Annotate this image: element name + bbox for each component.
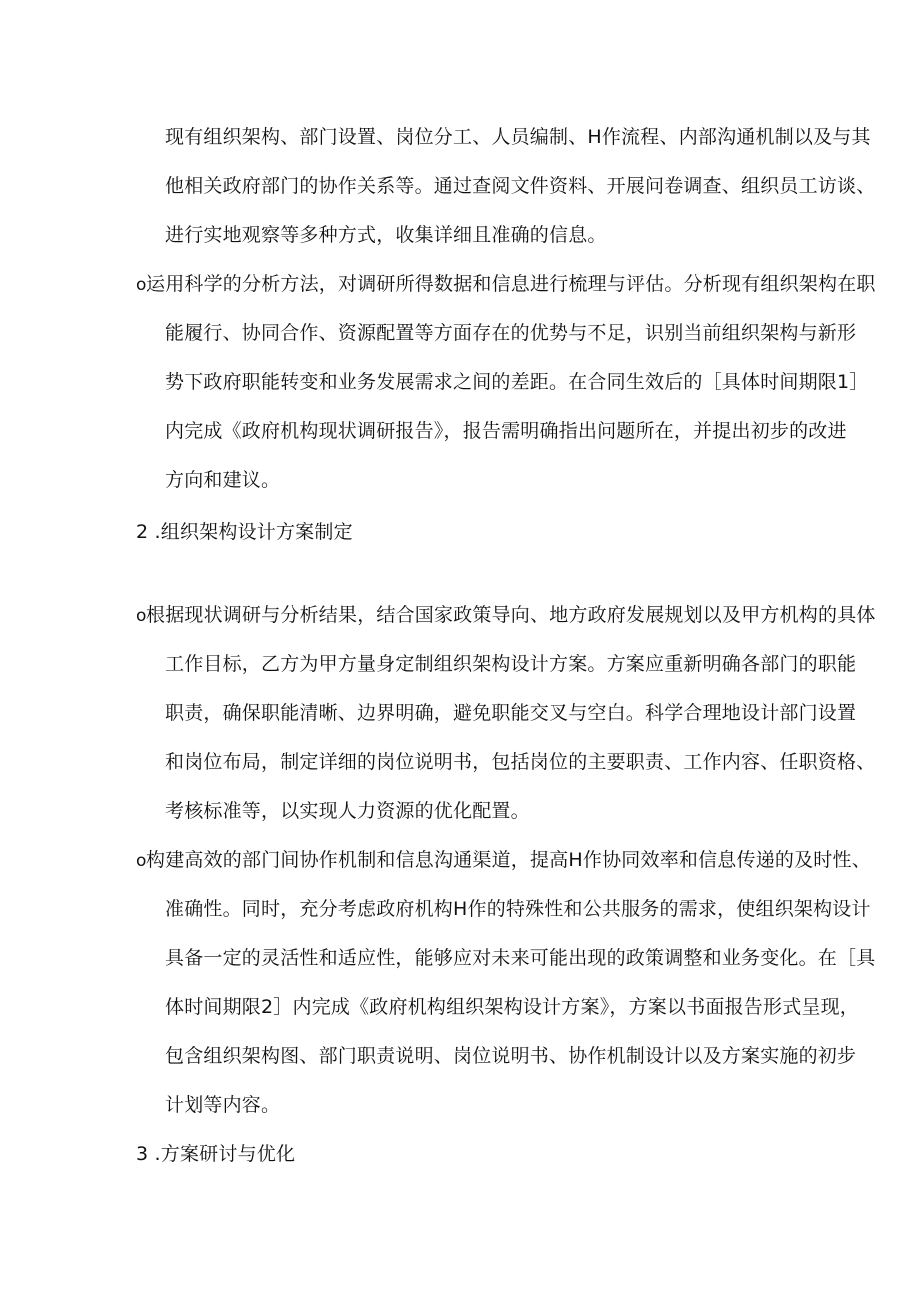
paragraph-line: 他相关政府部门的协作关系等。通过查阅文件资料、开展问卷调查、组织员工访谈、 — [165, 175, 876, 197]
bullet-item-first-line — [136, 603, 876, 628]
paragraph-line: 方向和建议。 — [165, 469, 281, 491]
paragraph-line: 工作目标，乙方为甲方量身定制组织架构设计方案。方案应重新明确各部门的职能 — [165, 653, 857, 675]
bullet-marker: o — [136, 275, 147, 295]
paragraph-line: 能履行、协同合作、资源配置等方面存在的优势与不足，识别当前组织架构与新形 — [165, 322, 857, 344]
section-heading: 2 .组织架构设计方案制定 — [136, 521, 353, 543]
bullet-item-first-line — [136, 272, 876, 297]
paragraph-line: 职责，确保职能清晰、边界明确，避免职能交叉与空白。科学合理地设计部门设置 — [165, 702, 857, 724]
paragraph-line: 具备一定的灵活性和适应性，能够应对未来可能出现的政策调整和业务变化。在［具 — [165, 947, 876, 969]
paragraph-line: 考核标准等，以实现人力资源的优化配置。 — [165, 800, 530, 822]
paragraph-line: 体时间期限2］内完成《政府机构组织架构设计方案》，方案以书面报告形式呈现， — [165, 996, 859, 1018]
paragraph-line: 进行实地观察等多种方式，收集详细且准确的信息。 — [165, 224, 607, 246]
bullet-item-first-line — [136, 848, 871, 873]
paragraph-line: 势下政府职能转变和业务发展需求之间的差距。在合同生效后的［具体时间期限1］ — [165, 371, 869, 393]
paragraph-line: 计划等内容。 — [165, 1094, 281, 1116]
bullet-text: 运用科学的分析方法，对调研所得数据和信息进行梳理与评估。分析现有组织架构在职 — [146, 273, 876, 295]
section-heading: 3 .方案研讨与优化 — [136, 1143, 296, 1165]
bullet-marker: o — [136, 606, 147, 626]
bullet-marker: o — [136, 851, 147, 871]
paragraph-line: 内完成《政府机构现状调研报告》，报告需明确指出问题所在，并提出初步的改进 — [165, 420, 847, 442]
bullet-text: 构建高效的部门间协作机制和信息沟通渠道，提高H作协同效率和信息传递的及时性、 — [146, 849, 871, 871]
paragraph-line: 现有组织架构、部门设置、岗位分工、人员编制、H作流程、内部沟通机制以及与其 — [165, 126, 871, 148]
paragraph-line: 和岗位布局，制定详细的岗位说明书，包括岗位的主要职责、工作内容、任职资格、 — [165, 751, 876, 773]
paragraph-line: 包含组织架构图、部门职责说明、岗位说明书、协作机制设计以及方案实施的初步 — [165, 1045, 857, 1067]
paragraph-line: 准确性。同时，充分考虑政府机构H作的特殊性和公共服务的需求，使组织架构设计 — [165, 898, 871, 920]
bullet-text: 根据现状调研与分析结果，结合国家政策导向、地方政府发展规划以及甲方机构的具体 — [146, 604, 876, 626]
